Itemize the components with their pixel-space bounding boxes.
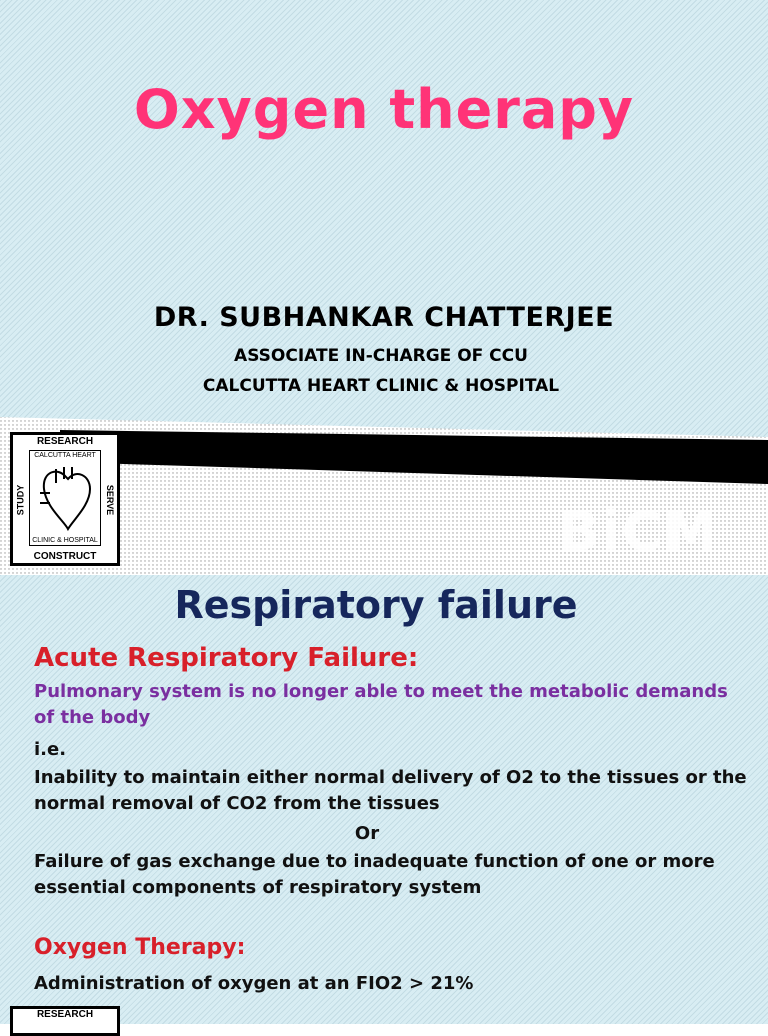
author-name: DR. SUBHANKAR CHATTERJEE [153, 302, 615, 333]
logo-inner-frame [29, 450, 101, 546]
logo-top-text: RESEARCH [36, 436, 94, 447]
logo-inner-bottom-text: CLINIC & HOSPITAL [32, 537, 98, 544]
author-institution: CALCUTTA HEART CLINIC & HOSPITAL [202, 376, 560, 396]
slide-title: Respiratory failure [174, 583, 578, 627]
content-slide [0, 575, 768, 1024]
hospital-logo [10, 432, 120, 566]
definition-text: Pulmonary system is no longer able to meet the metabolic demands of the body [34, 681, 728, 728]
or-text: Or [354, 823, 380, 844]
point-text: Failure of gas exchange due to inadequate function of one or more essential components of respiratory system [34, 851, 715, 898]
author-position: ASSOCIATE IN-CHARGE OF CCU [234, 346, 528, 366]
watermark-logo: BiCM [558, 500, 720, 563]
section-heading: Oxygen Therapy: [34, 935, 246, 960]
slide-title: Oxygen therapy [133, 78, 635, 141]
point-text: Inability to maintain either normal delivery of O2 to the tissues or the normal removal of CO2 from the tissues [34, 767, 747, 814]
logo-bottom-text: CONSTRUCT [33, 551, 97, 562]
logo-inner-top-text: CALCUTTA HEART [34, 452, 96, 459]
ie-text: i.e. [34, 739, 67, 760]
logo-left-text: STUDY [15, 484, 26, 516]
heart-icon [36, 463, 96, 533]
logo-right-text: SERVE [104, 484, 115, 516]
section-heading: Acute Respiratory Failure: [34, 643, 419, 673]
oxygen-definition-text: Administration of oxygen at an FIO2 > 21% [34, 973, 474, 994]
hospital-logo-partial: RESEARCH [10, 1006, 120, 1036]
